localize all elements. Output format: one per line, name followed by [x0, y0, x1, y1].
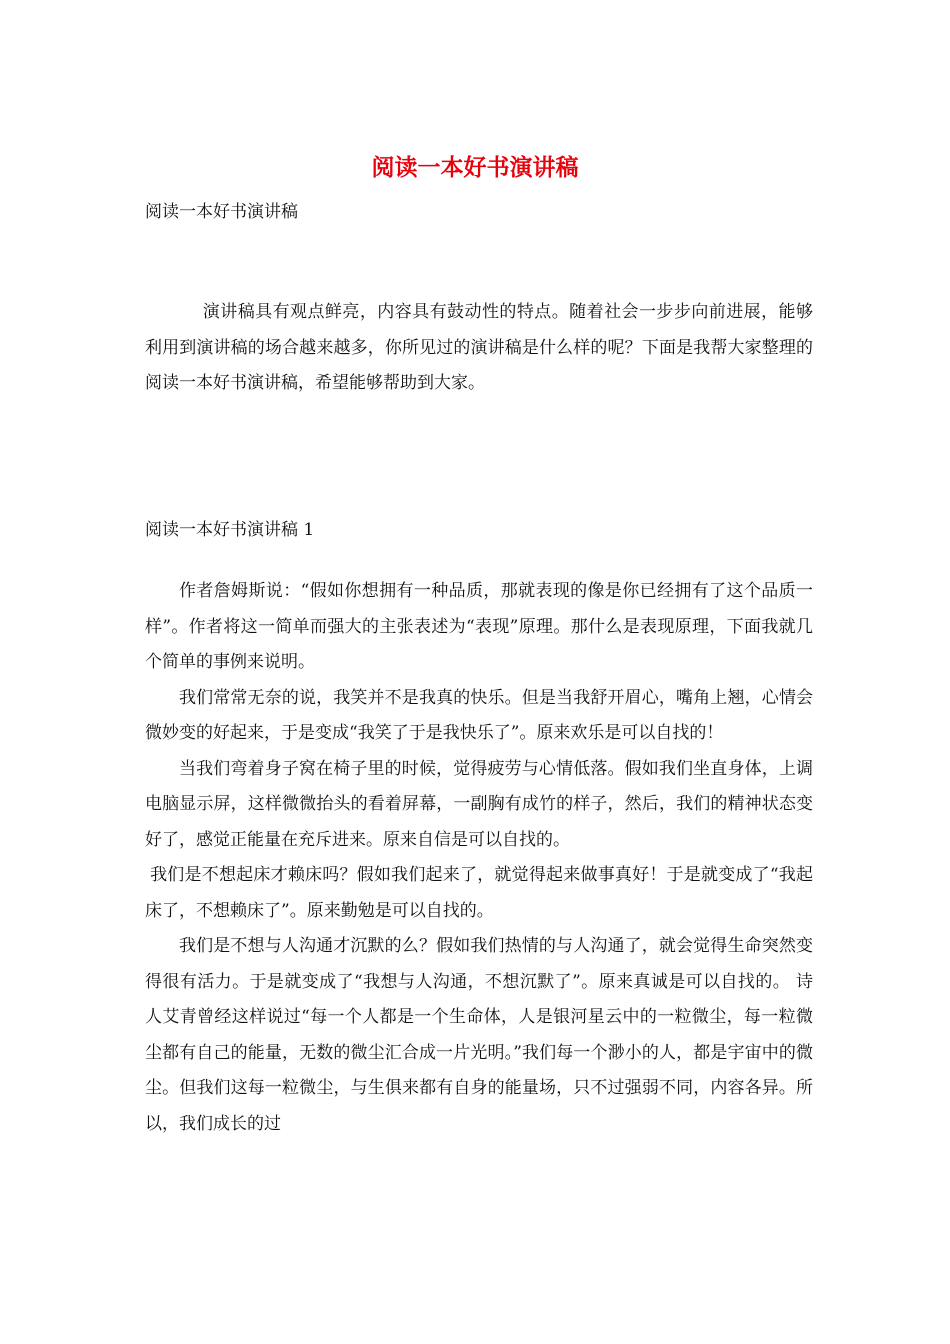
section-heading: 阅读一本好书演讲稿 1 [145, 520, 315, 540]
body-paragraph: 作者詹姆斯说：“假如你想拥有一种品质，那就表现的像是你已经拥有了这个品质一样”。作者将这一简单而强大的主张表述为“表现”原理。那什么是表现原理，下面我就几个简单的事例来说明。 [145, 581, 813, 672]
intro-block [145, 295, 813, 402]
intro-paragraph: 演讲稿具有观点鲜亮，内容具有鼓动性的特点。随着社会一步步向前进展，能够利用到演讲稿的场合越来越多，你所见过的演讲稿是什么样的呢？下面是我帮大家整理的阅读一本好书演讲稿，希望能够帮助到大家。 [145, 302, 813, 393]
body-paragraph: 我们常常无奈的说，我笑并不是我真的快乐。但是当我舒开眉心，嘴角上翘，心情会微妙变的好起来，于是变成“我笑了于是我快乐了”。原来欢乐是可以自找的！ [145, 687, 813, 743]
document-title: 阅读一本好书演讲稿 [371, 154, 579, 181]
body-paragraph: 我们是不想起床才赖床吗？假如我们起来了，就觉得起来做事真好！于是就变成了“我起床了，不想赖床了”。原来勤勉是可以自找的。 [145, 865, 813, 921]
body-paragraph: 当我们弯着身子窝在椅子里的时候，觉得疲劳与心情低落。假如我们坐直身体，上调电脑显示屏，这样微微抬头的看着屏幕，一副胸有成竹的样子，然后，我们的精神状态变好了，感觉正能量在充斥进来。原来自信是可以自找的。 [145, 758, 813, 850]
body-paragraph: 我们是不想与人沟通才沉默的么？假如我们热情的与人沟通了，就会觉得生命突然变得很有活力。于是就变成了“我想与人沟通，不想沉默了”。原来真诚是可以自找的。 诗人艾青曾经这样说过“每一个人都是一个生命体，人是银河星云中的一粒微尘，每一粒微尘都有自己的能量，无数的微尘汇合成一片光明。”我们每一个渺小的人，都是宇宙中的微尘。但我们这每一粒微尘，与生俱来都有自身的能量场，只不过强弱不同，内容各异。所以，我们成长的过 [145, 936, 813, 1134]
body-text [145, 574, 813, 1142]
document-subtitle: 阅读一本好书演讲稿 [145, 202, 298, 222]
